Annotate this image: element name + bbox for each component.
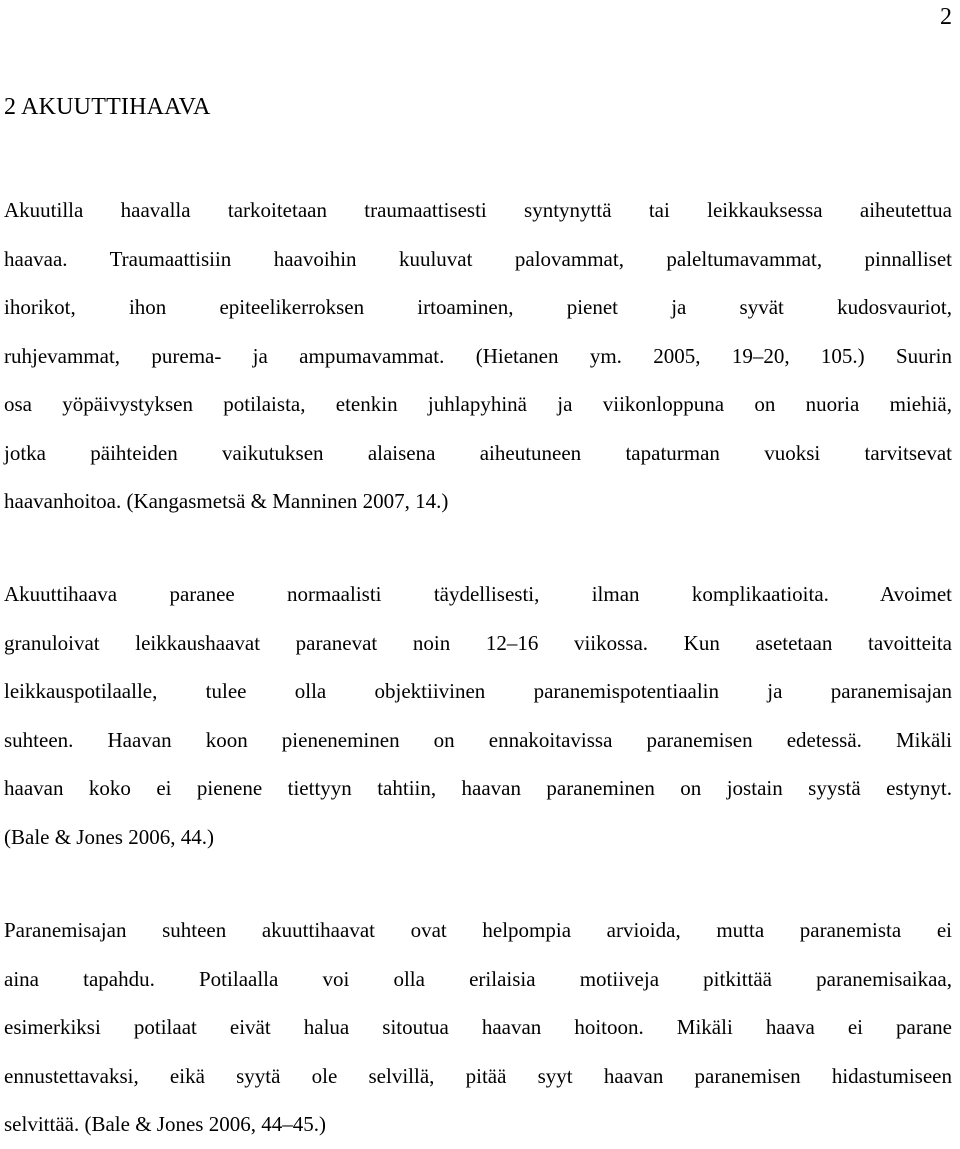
paragraph-line: esimerkiksi potilaat eivät halua sitoutua haavan hoitoon. Mikäli haava ei parane xyxy=(4,1015,952,1039)
paragraph-line: osa yöpäivystyksen potilaista, etenkin juhlapyhinä ja viikonloppuna on nuoria miehiä, xyxy=(4,392,952,416)
page-number: 2 xyxy=(940,4,952,30)
paragraph-line: Akuuttihaava paranee normaalisti täydellisesti, ilman komplikaatioita. Avoimet xyxy=(4,582,952,606)
paragraph-line: Akuutilla haavalla tarkoitetaan traumaattisesti syntynyttä tai leikkauksessa aiheutettua xyxy=(4,198,952,222)
paragraph-line: Paranemisajan suhteen akuuttihaavat ovat helpompia arvioida, mutta paranemista ei xyxy=(4,918,952,942)
paragraph-line: aina tapahdu. Potilaalla voi olla erilaisia motiiveja pitkittää paranemisaikaa, xyxy=(4,966,952,991)
paragraph-3 xyxy=(4,906,952,1149)
section-heading: 2 AKUUTTIHAAVA xyxy=(4,94,211,120)
paragraph-line: jotka päihteiden vaikutuksen alaisena aiheutuneen tapaturman vuoksi tarvitsevat xyxy=(4,440,952,465)
paragraph-line: haavaa. Traumaattisiin haavoihin kuuluvat palovammat, paleltumavammat, pinnalliset xyxy=(4,246,952,271)
paragraph-line: granuloivat leikkaushaavat paranevat noin 12–16 viikossa. Kun asetetaan tavoitteita xyxy=(4,630,952,655)
paragraph-1 xyxy=(4,186,952,526)
paragraph-2 xyxy=(4,570,952,861)
paragraph-line: (Bale & Jones 2006, 44.) xyxy=(4,824,214,849)
paragraph-line: suhteen. Haavan koon pieneneminen on ennakoitavissa paranemisen edetessä. Mikäli xyxy=(4,727,952,752)
paragraph-line: ruhjevammat, purema- ja ampumavammat. (Hietanen ym. 2005, 19–20, 105.) Suurin xyxy=(4,343,952,368)
paragraph-line: ennustettavaksi, eikä syytä ole selvillä, pitää syyt haavan paranemisen hidastumiseen xyxy=(4,1063,952,1088)
paragraph-line: haavan koko ei pienene tiettyyn tahtiin, haavan paraneminen on jostain syystä estynyt. xyxy=(4,776,952,800)
paragraph-line: selvittää. (Bale & Jones 2006, 44–45.) xyxy=(4,1112,326,1136)
paragraph-line: ihorikot, ihon epiteelikerroksen irtoaminen, pienet ja syvät kudosvauriot, xyxy=(4,295,952,319)
paragraph-line: leikkauspotilaalle, tulee olla objektiivinen paranemispotentiaalin ja paranemisajan xyxy=(4,679,952,703)
paragraph-line: haavanhoitoa. (Kangasmetsä & Manninen 2007, 14.) xyxy=(4,489,449,513)
